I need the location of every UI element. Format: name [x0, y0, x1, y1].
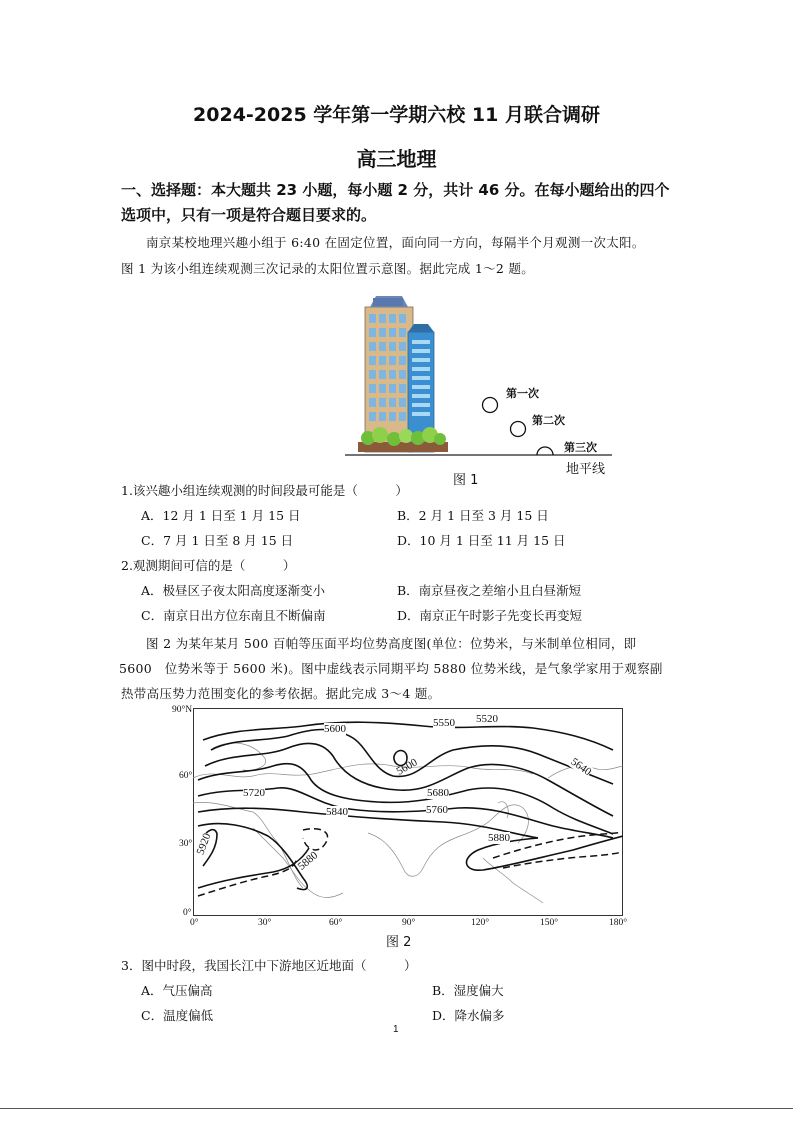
contour-label-5760: 5760: [426, 804, 448, 816]
question-2-option-c: C．南京日出方位东南且不断偏南: [141, 608, 326, 623]
horizon-label: 地平线: [566, 462, 606, 477]
contour-label-5680: 5680: [427, 787, 449, 799]
question-3-option-b: B．湿度偏大: [432, 983, 504, 998]
contour-label-5880a: 5880: [488, 832, 510, 844]
obs2-label: 第二次: [532, 414, 565, 427]
lon-label-150: 150°: [540, 918, 559, 928]
lat-label-0: 0°: [183, 908, 192, 918]
lat-label-90n: 90°N: [172, 705, 193, 715]
obs3-label: 第三次: [564, 441, 597, 454]
question-3-option-a: A．气压偏高: [141, 983, 213, 998]
lon-label-180: 180°: [609, 918, 628, 928]
passage1-line2: 图 1 为该小组连续观测三次记录的太阳位置示意图。据此完成 1～2 题。: [121, 261, 535, 276]
exam-subject: 高三地理: [356, 147, 437, 171]
page-bottom-divider: [0, 1108, 793, 1109]
question-1-stem: 1.该兴趣小组连续观测的时间段最可能是（ ）: [121, 483, 408, 498]
question-3-option-d: D．降水偏多: [432, 1008, 505, 1023]
question-1-option-b: B．2 月 1 日至 3 月 15 日: [397, 508, 549, 523]
passage1-line1: 南京某校地理兴趣小组于 6:40 在固定位置，面向同一方向，每隔半个月观测一次太阳。: [146, 235, 645, 250]
lat-label-60: 60°: [179, 771, 193, 781]
lon-label-0: 0°: [190, 918, 199, 928]
obs1-label: 第一次: [506, 387, 539, 400]
section-heading-line2: 选项中，只有一项是符合题目要求的。: [121, 206, 377, 224]
sun-observation-1-icon: [483, 398, 498, 413]
contour-label-5600a: 5600: [324, 723, 346, 735]
figure1-caption: 图 1: [453, 473, 479, 488]
figure2-caption: 图 2: [386, 935, 412, 950]
question-1-option-c: C．7 月 1 日至 8 月 15 日: [141, 533, 294, 548]
contour-label-5920: 5920: [194, 831, 214, 857]
contour-label-5550: 5550: [433, 717, 455, 729]
sun-observation-3-icon: [537, 447, 553, 455]
contour-label-5840: 5840: [326, 806, 348, 818]
sun-observation-2-icon: [511, 422, 526, 437]
lon-label-60: 60°: [329, 918, 343, 928]
lon-label-90: 90°: [402, 918, 416, 928]
contour-label-5640: 5640: [568, 755, 594, 779]
question-2-option-a: A．极昼区子夜太阳高度逐渐变小: [141, 583, 326, 598]
question-1-option-d: D．10 月 1 日至 11 月 15 日: [397, 533, 566, 548]
lat-label-30: 30°: [179, 839, 193, 849]
question-3-stem: 3．图中时段，我国长江中下游地区近地面（ ）: [121, 958, 417, 973]
passage2-line2: 5600 位势米等于 5600 米)。图中虚线表示同期平均 5880 位势米线，是气象学家用于观察副: [119, 661, 663, 676]
passage2-line1: 图 2 为某年某月 500 百帕等压面平均位势高度图(单位：位势米，与米制单位相同，即: [146, 636, 637, 651]
contour-label-5520: 5520: [476, 713, 498, 725]
question-1-option-a: A．12 月 1 日至 1 月 15 日: [141, 508, 301, 523]
contour-label-5600b: 5600: [394, 756, 420, 778]
contour-label-5880b: 5880: [295, 849, 321, 873]
exam-title: 2024-2025 学年第一学期六校 11 月联合调研: [193, 104, 600, 126]
question-2-option-d: D．南京正午时影子先变长再变短: [397, 608, 583, 623]
figure2-map: [193, 708, 623, 916]
question-3-option-c: C．温度偏低: [141, 1008, 214, 1023]
lon-label-30: 30°: [258, 918, 272, 928]
question-2-option-b: B．南京昼夜之差缩小且白昼渐短: [397, 583, 582, 598]
question-2-stem: 2.观测期间可信的是（ ）: [121, 558, 296, 573]
section-heading-line1: 一、选择题：本大题共 23 小题，每小题 2 分，共计 46 分。在每小题给出的四个: [121, 181, 670, 199]
contour-label-5720: 5720: [243, 787, 265, 799]
passage2-line3: 热带高压势力范围变化的参考依据。据此完成 3～4 题。: [121, 686, 441, 701]
lon-label-120: 120°: [471, 918, 490, 928]
page-number: 1: [393, 1024, 399, 1035]
